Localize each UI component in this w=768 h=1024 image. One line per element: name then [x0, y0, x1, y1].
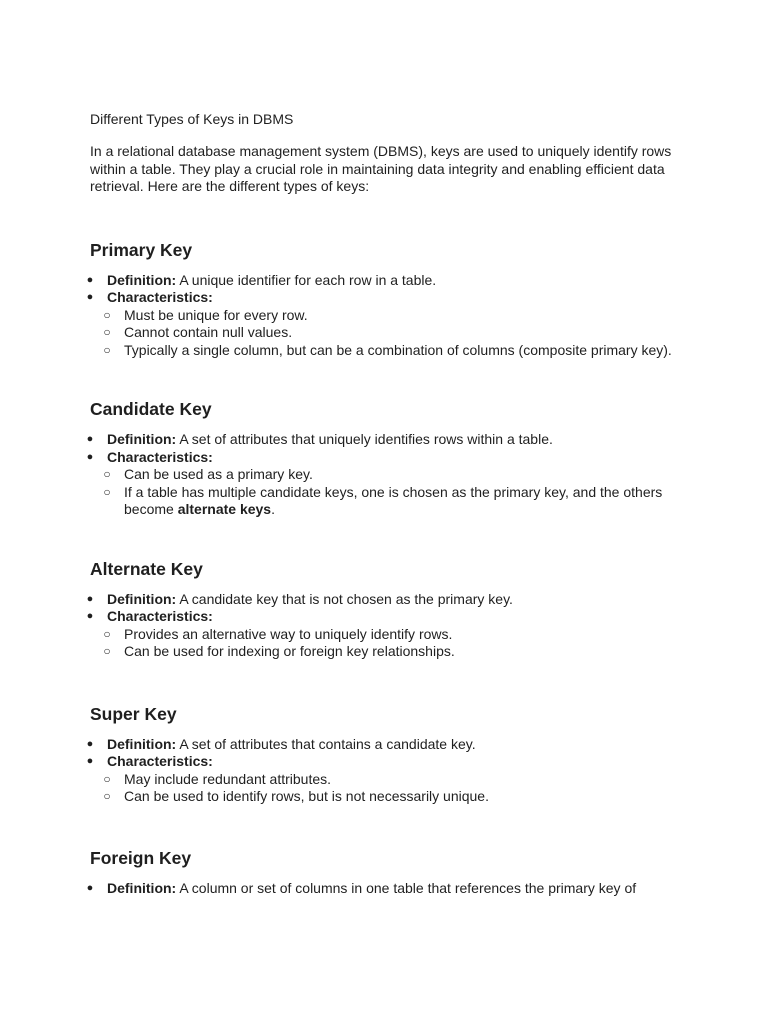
- definition-text: A unique identifier for each row in a table.: [176, 271, 437, 288]
- list-item: [103, 483, 678, 519]
- bullet-list: [86, 590, 678, 661]
- section-heading: Foreign Key: [90, 847, 192, 868]
- circle-bullet-icon: ○: [103, 342, 111, 357]
- characteristic-text: If a table has multiple candidate keys, one is chosen as the primary key, and the others become: [124, 483, 663, 517]
- section-heading: Candidate Key: [90, 399, 212, 419]
- list-item: [103, 770, 678, 789]
- section-heading: Alternate Key: [90, 558, 203, 579]
- definition-label: Definition:: [107, 590, 177, 607]
- bullet-icon: ●: [86, 273, 94, 286]
- section-alternate-key: [86, 558, 678, 661]
- characteristics-label: Characteristics:: [107, 289, 213, 305]
- characteristic-text: Can be used to identify rows, but is not necessarily unique.: [124, 788, 489, 804]
- bullet-icon: ●: [86, 610, 94, 622]
- bullet-icon: ●: [86, 592, 94, 605]
- list-item: [86, 590, 678, 609]
- definition-label: Definition:: [107, 271, 177, 288]
- bullet-list: [86, 735, 678, 806]
- bullet-icon: ●: [86, 881, 94, 894]
- list-item: [103, 324, 678, 342]
- circle-bullet-icon: ○: [103, 771, 111, 786]
- circle-bullet-icon: ○: [103, 484, 111, 499]
- list-item: [86, 271, 678, 290]
- characteristic-text: May include redundant attributes.: [124, 770, 332, 787]
- characteristic-text: Must be unique for every row.: [124, 306, 308, 323]
- bullet-icon: ●: [86, 450, 94, 463]
- section-candidate-key: [86, 399, 678, 519]
- section-super-key: [86, 703, 678, 806]
- list-item: [103, 643, 678, 661]
- list-item: [103, 341, 678, 360]
- characteristic-text: Can be used as a primary key.: [124, 466, 313, 482]
- definition-label: Definition:: [107, 879, 177, 896]
- list-item: [103, 306, 678, 325]
- circle-bullet-icon: ○: [103, 325, 111, 339]
- section-heading: Super Key: [90, 703, 177, 724]
- list-item: [103, 788, 678, 806]
- list-item: [103, 625, 678, 644]
- bullet-list: [86, 879, 678, 898]
- circle-bullet-icon: ○: [103, 626, 111, 641]
- bullet-icon: ●: [86, 291, 94, 303]
- list-item: [86, 431, 678, 449]
- sub-bullet-list: [103, 770, 678, 806]
- definition-text: A candidate key that is not chosen as the primary key.: [176, 590, 513, 607]
- list-item: [86, 735, 678, 754]
- sub-bullet-list: [103, 306, 678, 360]
- list-item: [86, 448, 678, 519]
- sub-bullet-list: [103, 466, 678, 519]
- bullet-list: [86, 431, 678, 519]
- definition-label: Definition:: [107, 735, 177, 752]
- circle-bullet-icon: ○: [103, 307, 111, 322]
- definition-label: Definition:: [107, 431, 177, 447]
- characteristic-text: Provides an alternative way to uniquely identify rows.: [124, 625, 453, 642]
- list-item: [86, 879, 678, 898]
- sub-bullet-list: [103, 625, 678, 661]
- document-title: Different Types of Keys in DBMS: [90, 111, 294, 127]
- bullet-icon: ●: [86, 737, 94, 750]
- characteristic-text-end: .: [271, 501, 275, 517]
- section-foreign-key: [86, 847, 678, 898]
- bullet-icon: ●: [86, 433, 94, 445]
- bullet-icon: ●: [86, 755, 94, 767]
- circle-bullet-icon: ○: [103, 789, 111, 803]
- characteristics-label: Characteristics:: [107, 608, 213, 624]
- alternate-keys-emphasis: alternate keys: [177, 501, 272, 517]
- list-item: [86, 753, 678, 806]
- characteristic-text: Typically a single column, but can be a combination of columns (composite primary key).: [124, 341, 672, 358]
- definition-text: A set of attributes that uniquely identifies rows within a table.: [176, 431, 553, 447]
- characteristics-label: Characteristics:: [107, 753, 213, 769]
- circle-bullet-icon: ○: [103, 467, 111, 481]
- characteristic-text: Cannot contain null values.: [124, 324, 293, 340]
- section-heading: Primary Key: [90, 239, 193, 260]
- intro-paragraph: In a relational database management system (DBMS), keys are used to uniquely identify rows within a table. They play a crucial role in maintaining data integrity and enabling efficient data retrieval. Here are the different types of keys:: [90, 143, 672, 194]
- characteristics-label: Characteristics:: [107, 448, 213, 465]
- definition-text: A set of attributes that contains a candidate key.: [176, 735, 476, 752]
- characteristic-text: Can be used for indexing or foreign key relationships.: [124, 643, 455, 659]
- definition-text: A column or set of columns in one table that references the primary key of: [176, 879, 637, 896]
- bullet-list: [86, 271, 678, 360]
- list-item: [103, 466, 678, 484]
- section-primary-key: [86, 239, 678, 360]
- circle-bullet-icon: ○: [103, 644, 111, 658]
- list-item: [86, 289, 678, 359]
- list-item: [86, 608, 678, 661]
